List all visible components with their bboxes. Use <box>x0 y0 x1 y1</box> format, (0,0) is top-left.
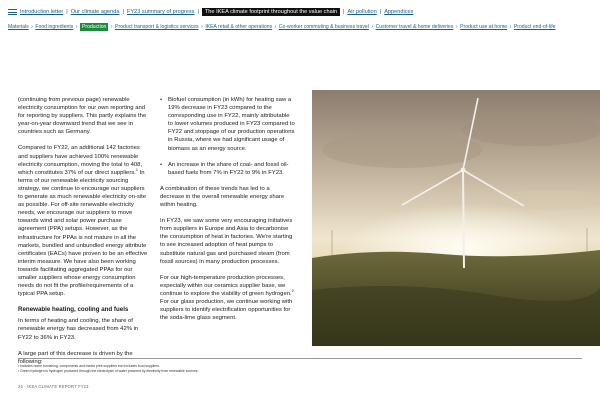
subnav-separator: › <box>201 24 203 30</box>
subnav-product-use[interactable]: Product use at home <box>460 24 508 30</box>
nav-introduction-letter[interactable]: Introduction letter <box>20 9 64 15</box>
subnav-production[interactable]: Production <box>82 24 107 30</box>
subnav-separator: › <box>274 24 277 30</box>
nav-separator: | <box>66 9 68 15</box>
subnav-ikea-retail[interactable]: IKEA retail & other operations <box>205 24 273 30</box>
subnav-co-worker-commuting[interactable]: Co-worker commuting & business travel <box>278 24 369 30</box>
paragraph-hydrogen-text-a: For our high-temperature production processes, especially within our ceramics supplier base, we continue to explore the viability of green hydrogen. <box>160 274 292 297</box>
paragraph-factories-text-a: Compared to FY22, an additional 142 factories and suppliers have achieved 100% renewable electricity consumption, moving the total to 408, which constitutes 37% of our direct suppliers. <box>18 145 143 176</box>
wind-turbine-illustration <box>312 90 600 346</box>
section-heading-renewable-heating: Renewable heating, cooling and fuels <box>18 306 129 314</box>
bullet-item-biofuel <box>160 96 295 153</box>
text-column-left <box>18 96 148 374</box>
paragraph-factories <box>18 144 148 298</box>
paragraph-continuation: (continuing from previous page) renewable electricity consumption for our own reporting and for reporting by suppliers. This partly explains the year-on-year downward trend that we see in countries such as Germany. <box>18 97 147 136</box>
bullet-dot: • <box>160 161 163 168</box>
subnav-product-transport[interactable]: Product transport & logistics services <box>115 24 199 30</box>
paragraph-hydrogen <box>160 274 295 323</box>
subnav-product-end-of-life[interactable]: Product end-of-life <box>513 24 556 30</box>
footnote-ref-2[interactable]: 2 <box>291 288 294 293</box>
nav-separator: | <box>122 9 124 15</box>
page-footer: 26 · IKEA CLIMATE REPORT FY23 <box>18 384 89 389</box>
subnav-separator: › <box>110 24 113 30</box>
nav-our-climate-agenda[interactable]: Our climate agenda <box>70 9 120 15</box>
subnav-separator: › <box>509 24 512 30</box>
top-navigation <box>8 6 413 18</box>
paragraph-heat-pumps: In FY23, we saw some very encouraging initiatives from suppliers in Europe and Asia to decarbonise the consumption of heat in factories. We're starting to see increased adoption of heat pumps to substitute natural gas and purchased steam (from fossil sources) in many production processes. <box>160 218 293 265</box>
subnav-food-ingredients[interactable]: Food ingredients <box>35 24 74 30</box>
text-column-right <box>160 96 295 330</box>
nav-separator: | <box>197 9 199 15</box>
subnav-separator: › <box>75 24 78 30</box>
footnote-divider <box>18 358 582 359</box>
bullet-item-fossil-fuels <box>160 161 295 177</box>
subnav-separator: › <box>371 24 374 30</box>
footnote-1: ¹ Includes home furnishing, components and media print suppliers but excludes food suppliers. <box>18 364 160 368</box>
bullet-dot: • <box>160 97 163 103</box>
wind-turbine-photo <box>312 90 600 346</box>
paragraph-heating-share: In terms of heating and cooling, the share of renewable energy has decreased from 42% in FY22 to 36% in FY23. <box>18 318 139 341</box>
subnav-customer-travel[interactable]: Customer travel & home deliveries <box>375 24 454 30</box>
nav-climate-footprint[interactable]: The IKEA climate footprint throughout the value chain <box>202 8 340 16</box>
nav-separator: | <box>343 9 345 15</box>
footnote-ref-1[interactable]: 1 <box>135 167 138 172</box>
subnav-separator: › <box>455 24 458 30</box>
footnote-2: ² Green hydrogen is hydrogen produced through the electrolysis of water powered by electricity from renewable sources. <box>18 369 199 373</box>
paragraph-decrease-drivers: A large part of this decrease is driven by the following: <box>18 350 133 365</box>
nav-air-pollution[interactable]: Air pollution <box>347 9 377 15</box>
bullet-text: Biofuel consumption (in kWh) for heating saw a 19% decrease in FY23 compared to the corresponding use in FY22, mainly attributable to lower volumes produced in FY23 compared to FY22 and stoppage of our production operations in Russia, where we had significant usage of biomass as an energy source. <box>168 97 295 152</box>
paragraph-factories-text-b: In terms of our renewable electricity sourcing strategy, we continue to encourage our suppliers to generate as much renewable electricity on-site as possible. For off-site renewable electricity needs, we encourage our suppliers to move towards wind and solar power purchase agreement (PPA) setups. However, as the infrastructure for PPAs is not mature in all the markets, bundled and unbundled energy attribute certificates (EACs) have proven to be an effective interim measure. We have also been working towards facilitating aggregated PPAs for our smaller suppliers whose energy consumption needs do not fit the profile/requirements of a typical PPA setup. <box>18 169 148 298</box>
nav-fy23-summary[interactable]: FY23 summary of progress <box>126 9 195 15</box>
bullet-text: An increase in the share of coal- and fossil oil-based fuels from 7% in FY22 to 9% in FY23. <box>168 161 289 176</box>
sub-navigation <box>8 22 555 32</box>
subnav-separator: › <box>31 24 33 30</box>
paragraph-hydrogen-text-b: For our glass production, we continue working with suppliers to identify electrification opportunities for the soda-lime glass segment. <box>160 298 293 322</box>
subnav-materials[interactable]: Materials <box>8 24 29 30</box>
menu-icon[interactable] <box>8 9 17 15</box>
nav-separator: | <box>379 9 382 15</box>
paragraph-combination: A combination of these trends has led to a decrease in the overall renewable energy share within heating. <box>160 185 285 209</box>
nav-appendices[interactable]: Appendices <box>384 9 414 15</box>
